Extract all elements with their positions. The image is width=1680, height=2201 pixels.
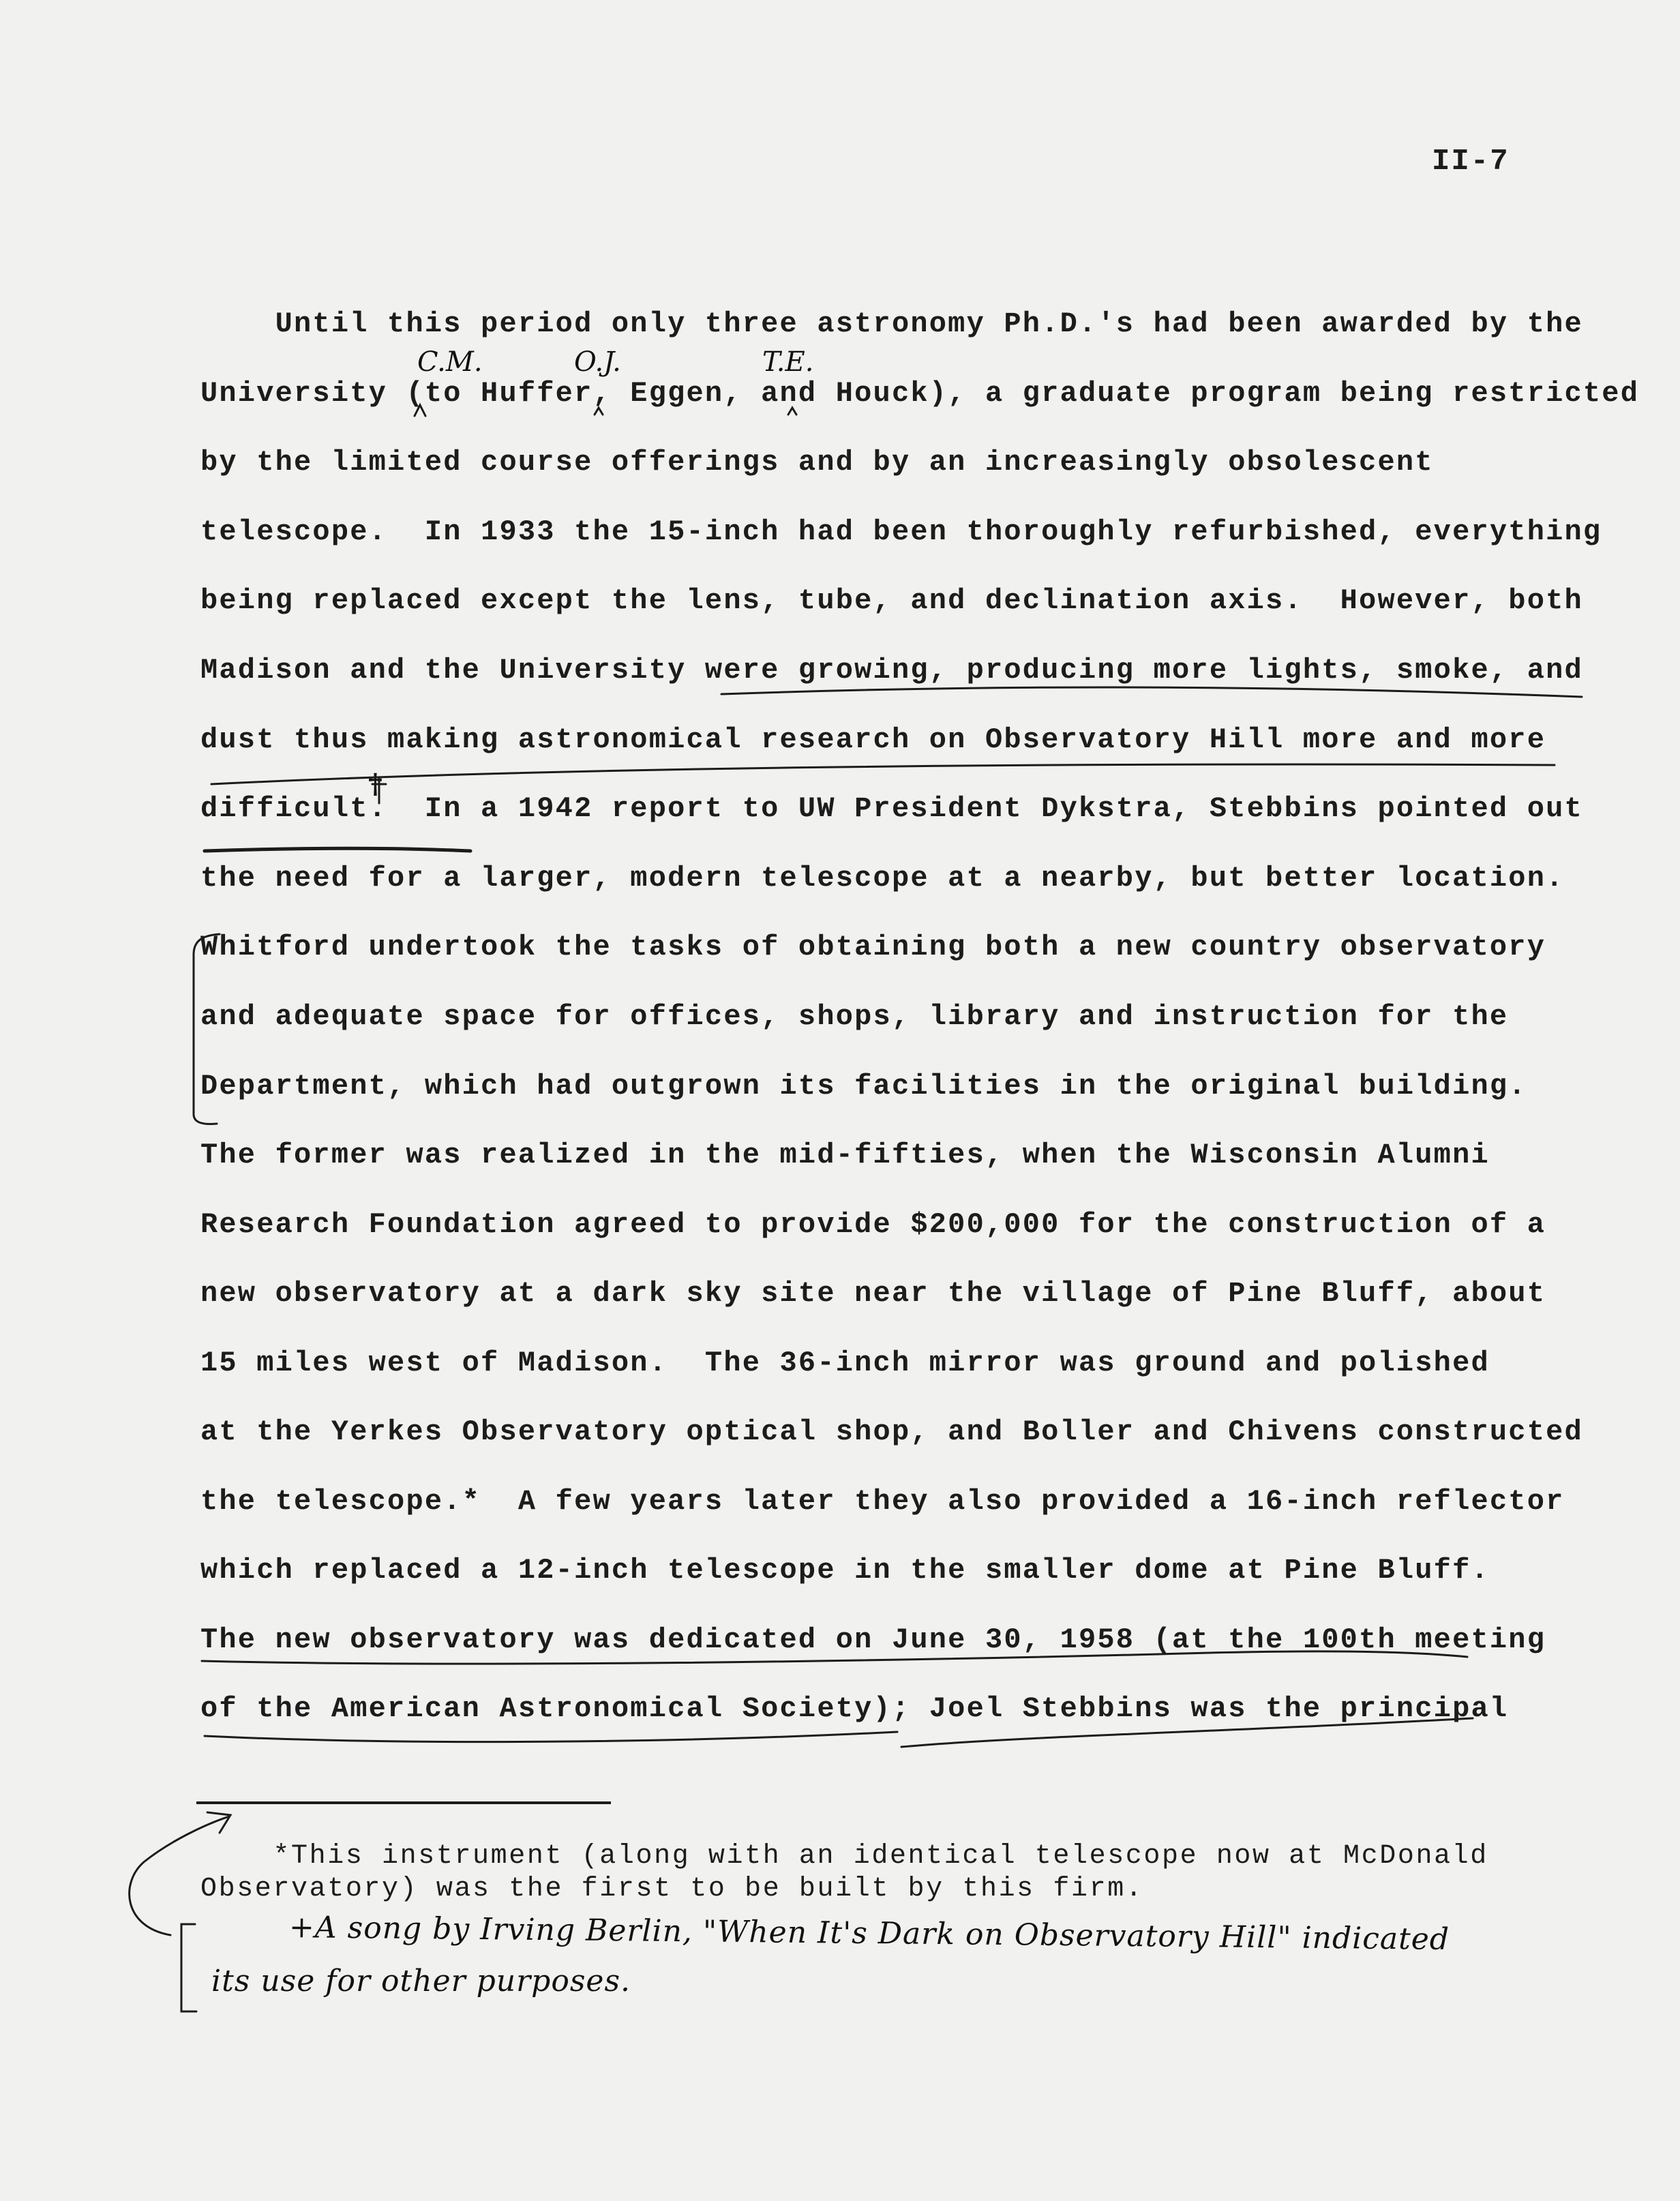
body-line: 15 miles west of Madison. The 36-inch mirror was ground and polished	[200, 1347, 1490, 1379]
body-line: at the Yerkes Observatory optical shop, and Boller and Chivens constructed	[200, 1416, 1583, 1448]
page-number: II-7	[1432, 145, 1510, 179]
footnote-bracket-mark	[181, 1924, 196, 2011]
body-line: The new observatory was dedicated on June 30, 1958 (at the 100th meeting	[200, 1623, 1546, 1656]
body-line: dust thus making astronomical research on Observatory Hill more and more	[200, 723, 1546, 756]
body-line: the telescope.* A few years later they also provided a 16-inch reflector	[200, 1485, 1565, 1518]
body-line: telescope. In 1933 the 15-inch had been thoroughly refurbished, everything	[200, 515, 1602, 548]
underline-mark	[205, 1732, 897, 1742]
handwritten-initial-huffer: C.M.	[417, 346, 483, 378]
margin-bracket-mark	[194, 934, 220, 1124]
caret-mark	[788, 408, 796, 415]
handwritten-footnote-line: its use for other purposes.	[211, 1964, 631, 1998]
body-line: being replaced except the lens, tube, and declination axis. However, both	[200, 584, 1583, 617]
body-line: and adequate space for offices, shops, library and instruction for the	[200, 1000, 1509, 1033]
body-line: difficult. In a 1942 report to UW President Dykstra, Stebbins pointed out	[200, 792, 1583, 825]
handwritten-initial-houck: T.E.	[762, 346, 814, 378]
footnote-line: Observatory) was the first to be built by this firm.	[200, 1874, 1144, 1904]
handwritten-initial-eggen: O.J.	[574, 346, 621, 378]
body-line: the need for a larger, modern telescope at a nearby, but better location.	[200, 862, 1565, 895]
body-line: Research Foundation agreed to provide $200,000 for the construction of a	[200, 1208, 1546, 1241]
body-line: by the limited course offerings and by an increasingly obsolescent	[200, 446, 1434, 479]
arrow-mark	[130, 1816, 229, 1935]
body-line: which replaced a 12-inch telescope in the smaller dome at Pine Bluff.	[200, 1554, 1490, 1587]
body-line: University (to Huffer, Eggen, and Houck), a graduate program being restricted	[200, 377, 1640, 410]
body-line: The former was realized in the mid-fifties, when the Wisconsin Alumni	[200, 1139, 1490, 1171]
underline-mark	[721, 687, 1582, 697]
handwritten-dagger: †	[368, 768, 382, 800]
body-line: Until this period only three astronomy Ph.D.'s had been awarded by the	[200, 308, 1583, 340]
dagger-mark	[372, 777, 386, 803]
underline-mark	[202, 1651, 1467, 1664]
body-line: Madison and the University were growing, producing more lights, smoke, and	[200, 654, 1583, 687]
body-line: of the American Astronomical Society); Joel Stebbins was the principal	[200, 1692, 1509, 1725]
body-line: new observatory at a dark sky site near the village of Pine Bluff, about	[200, 1277, 1546, 1310]
underline-mark	[901, 1718, 1473, 1747]
handwritten-footnote-line: +A song by Irving Berlin, "When It's Dark on Observatory Hill" indicated	[288, 1910, 1450, 1957]
body-line: Whitford undertook the tasks of obtaining both a new country observatory	[200, 931, 1546, 963]
body-line: Department, which had outgrown its facilities in the original building.	[200, 1070, 1527, 1103]
underline-mark	[211, 764, 1555, 784]
underline-mark	[205, 848, 470, 851]
caret-mark	[415, 405, 425, 416]
caret-mark	[595, 408, 603, 415]
footnote-line: *This instrument (along with an identical telescope now at McDonald	[200, 1841, 1488, 1872]
